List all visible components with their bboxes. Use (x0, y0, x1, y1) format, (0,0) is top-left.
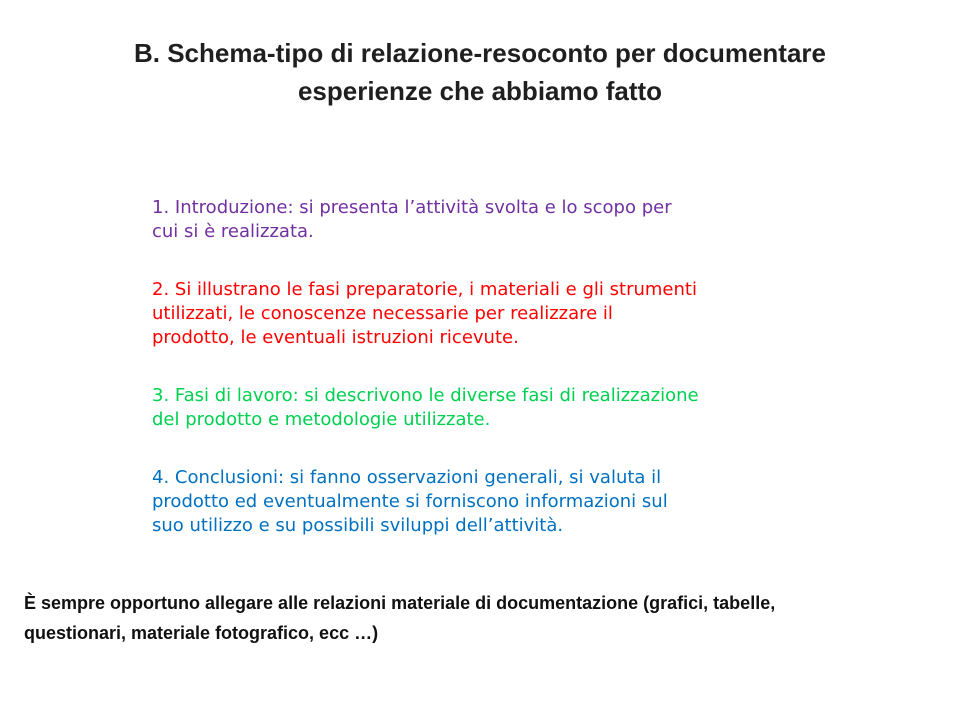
item-line: cui si è realizzata. (152, 221, 314, 242)
list-item-introduzione (152, 196, 812, 244)
slide-title (60, 34, 900, 110)
footer-line: È sempre opportuno allegare alle relazioni materiale di documentazione (grafici, tabelle, (24, 593, 776, 613)
item-line: 4. Conclusioni: si fanno osservazioni generali, si valuta il (152, 467, 662, 488)
list-item-conclusioni (152, 466, 812, 538)
title-line: B. Schema-tipo di relazione-resoconto per documentare (133, 38, 827, 68)
item-list (152, 196, 812, 538)
footer-note (24, 588, 936, 648)
item-line: suo utilizzo e su possibili sviluppi dell’attività. (152, 515, 564, 536)
footer-line: questionari, materiale fotografico, ecc …) (24, 623, 379, 643)
list-item-fasi-preparatorie (152, 278, 812, 350)
item-line: 2. Si illustrano le fasi preparatorie, i materiali e gli strumenti (152, 279, 697, 300)
item-line: prodotto, le eventuali istruzioni ricevute. (152, 327, 519, 348)
item-line: prodotto ed eventualmente si forniscono informazioni sul (152, 491, 668, 512)
item-line: del prodotto e metodologie utilizzate. (152, 409, 491, 430)
list-item-fasi-di-lavoro (152, 384, 812, 432)
item-line: utilizzati, le conoscenze necessarie per realizzare il (152, 303, 613, 324)
title-line: esperienze che abbiamo fatto (297, 76, 663, 106)
item-line: 1. Introduzione: si presenta l’attività svolta e lo scopo per (152, 197, 672, 218)
item-line: 3. Fasi di lavoro: si descrivono le diverse fasi di realizzazione (152, 385, 699, 406)
